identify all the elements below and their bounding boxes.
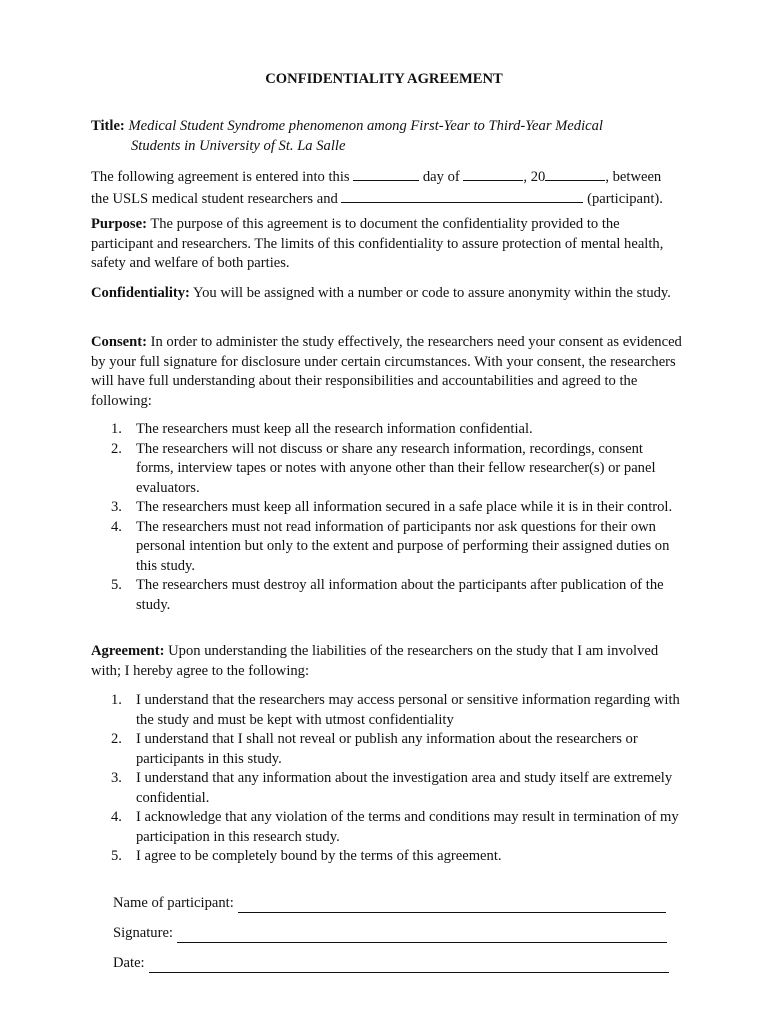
list-item <box>91 576 683 615</box>
confidentiality-text: You will be assigned with a number or code to assure anonymity within the study. <box>193 285 671 301</box>
document-title: CONFIDENTIALITY AGREEMENT <box>265 71 503 87</box>
list-item <box>91 518 683 577</box>
list-item-text: I understand that I shall not reveal or publish any information about the researchers or participants in this study. <box>136 731 638 767</box>
study-title-line-2: Students in University of St. La Salle <box>131 137 346 154</box>
list-item <box>91 691 683 730</box>
intro-text-5: the USLS medical student researchers and <box>91 190 338 207</box>
list-item <box>91 440 683 499</box>
list-item-text: I understand that any information about the investigation area and study itself are extremely confidential. <box>136 770 673 806</box>
consent-text: In order to administer the study effectively, the researchers need your consent as evidenced by your full signature for disclosure under certain circumstances. With your consent, the researchers will have full understanding about their responsibilities and accountabilities and agreed to the following: <box>91 334 682 409</box>
purpose-label: Purpose: <box>91 216 147 232</box>
participant-name-label: Name of participant: <box>113 894 234 911</box>
intro-paragraph <box>91 166 683 209</box>
list-item-text: The researchers must keep all the research information confidential. <box>136 421 533 437</box>
researchers-blank[interactable] <box>341 188 583 203</box>
confidentiality-label: Confidentiality: <box>91 285 190 301</box>
participant-name-field <box>113 893 666 913</box>
list-number: 4. <box>111 809 122 825</box>
date-label: Date: <box>113 954 145 971</box>
participant-name-line[interactable] <box>238 898 666 913</box>
list-item <box>91 847 683 867</box>
signature-field <box>113 923 667 943</box>
list-item <box>91 808 683 847</box>
list-item-text: The researchers must destroy all information about the participants after publication of the study. <box>136 577 664 613</box>
intro-text-2: day of <box>422 169 460 185</box>
date-field <box>113 953 669 973</box>
list-item-text: The researchers must keep all information secured in a safe place while it is in their control. <box>136 499 673 515</box>
list-item <box>91 498 683 518</box>
list-number: 3. <box>111 770 122 786</box>
intro-text-1: The following agreement is entered into this <box>91 169 350 185</box>
confidentiality-section <box>91 284 683 304</box>
list-item <box>91 769 683 808</box>
list-number: 2. <box>111 731 122 747</box>
study-title-line-1: Medical Student Syndrome phenomenon among First-Year to Third-Year Medical <box>128 118 603 134</box>
purpose-text: The purpose of this agreement is to document the confidentiality provided to the participant and researchers. The limits of this confidentiality to assure protection of mental health, safety and welfare of both parties. <box>91 216 664 271</box>
agreement-text: Upon understanding the liabilities of the researchers on the study that I am involved with; I hereby agree to the following: <box>91 643 659 679</box>
list-number: 4. <box>111 518 122 535</box>
list-number: 3. <box>111 499 122 515</box>
list-item <box>91 420 683 440</box>
study-title-label: Title: <box>91 118 125 134</box>
consent-list <box>91 420 683 615</box>
consent-label: Consent: <box>91 334 147 350</box>
month-blank[interactable] <box>463 166 523 181</box>
signature-label: Signature: <box>113 924 173 941</box>
list-item <box>91 730 683 769</box>
consent-section <box>91 333 683 411</box>
year-blank[interactable] <box>545 166 605 181</box>
list-item-text: The researchers must not read information of participants nor ask questions for their own personal intention but only to the extent and purpose of performing their assigned duties on this study. <box>136 518 670 574</box>
intro-text-4: , between <box>605 169 662 185</box>
list-item-text: The researchers will not discuss or share any research information, recordings, consent forms, interview tapes or notes with anyone other than their fellow researcher(s) or panel evaluators. <box>136 440 656 496</box>
agreement-list <box>91 691 683 867</box>
list-item-text: I acknowledge that any violation of the terms and conditions may result in termination of my participation in this research study. <box>136 809 679 845</box>
list-item-text: I understand that the researchers may access personal or sensitive information regarding with the study and must be kept with utmost confidentiality <box>136 692 680 728</box>
list-number: 1. <box>111 692 122 708</box>
purpose-section <box>91 215 683 274</box>
intro-text-6: (participant). <box>587 190 663 207</box>
list-number: 5. <box>111 577 122 593</box>
date-line[interactable] <box>149 958 669 973</box>
study-title-block <box>91 117 691 156</box>
agreement-label: Agreement: <box>91 643 165 659</box>
agreement-section <box>91 642 683 681</box>
list-number: 5. <box>111 848 122 864</box>
list-item-text: I agree to be completely bound by the terms of this agreement. <box>136 848 502 864</box>
list-number: 2. <box>111 440 122 457</box>
signature-line[interactable] <box>177 928 667 943</box>
day-blank[interactable] <box>353 166 419 181</box>
list-number: 1. <box>111 421 122 437</box>
intro-text-3: , 20 <box>523 169 546 185</box>
